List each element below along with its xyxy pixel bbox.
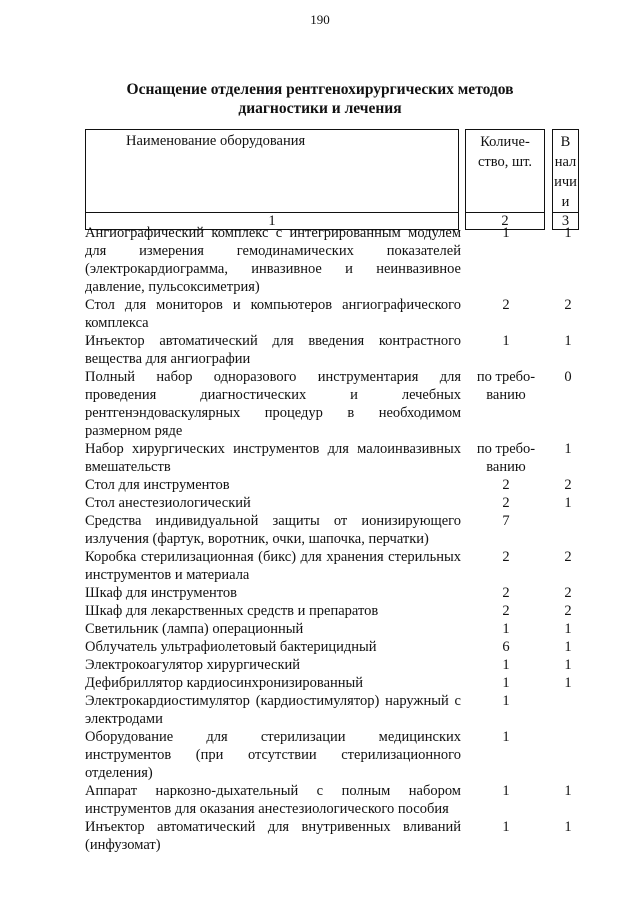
table-row <box>85 674 585 692</box>
title-line-2: диагностики и лечения <box>238 100 402 117</box>
row-name: Светильник (лампа) операционный <box>85 621 304 637</box>
table-row <box>85 296 585 332</box>
row-availability: 0 <box>564 369 572 385</box>
row-name: Электрокардиостимулятор (кардиостимулятор) наружный с электродами <box>85 693 461 727</box>
row-quantity: 2 <box>502 495 510 511</box>
row-availability <box>551 512 585 548</box>
header-availability-line-4: и <box>561 194 570 210</box>
row-availability: 1 <box>564 657 572 673</box>
column-number-3: 3 <box>553 213 579 230</box>
header-availability <box>553 130 579 213</box>
header-quantity-line-2: ство, шт. <box>477 154 533 170</box>
row-quantity: 1 <box>502 333 510 349</box>
page-number: 190 <box>310 12 330 27</box>
row-availability: 1 <box>564 639 572 655</box>
row-availability <box>551 692 585 728</box>
table-row <box>85 602 585 620</box>
equipment-list <box>85 224 585 854</box>
row-name: Полный набор одноразового инструментария для проведения диагностических и лечебных рентгенэндоваскулярных процедур в необходимом размерном ряде <box>85 369 461 439</box>
table-row <box>85 368 585 440</box>
table-row <box>85 638 585 656</box>
row-availability: 2 <box>564 585 572 601</box>
table-row <box>85 548 585 584</box>
row-name: Набор хирургических инструментов для малоинвазивных вмешательств <box>85 441 461 475</box>
row-availability: 1 <box>564 495 572 511</box>
header-availability-line-2: нал <box>554 154 577 170</box>
row-name: Электрокоагулятор хирургический <box>85 657 301 673</box>
row-availability: 1 <box>564 441 572 457</box>
row-name: Стол анестезиологический <box>85 495 251 511</box>
row-name: Оборудование для стерилизации медицинских инструментов (при отсутствии стерилизационного отделения) <box>85 729 461 781</box>
row-quantity: 6 <box>502 639 510 655</box>
row-quantity: 2 <box>502 585 510 601</box>
header-name: Наименование оборудования <box>86 130 459 213</box>
row-quantity: 1 <box>502 819 510 835</box>
row-quantity: по требо- ванию <box>476 369 536 403</box>
row-name: Стол для инструментов <box>85 477 230 493</box>
row-name: Облучатель ультрафиолетовый бактерицидный <box>85 639 377 655</box>
table-row <box>85 584 585 602</box>
row-name: Средства индивидуальной защиты от ионизирующего излучения (фартук, воротник, очки, шапочка, перчатки) <box>85 513 461 547</box>
row-quantity: 2 <box>502 549 510 565</box>
equipment-table-header <box>85 129 579 230</box>
row-quantity: 1 <box>502 783 510 799</box>
row-availability: 2 <box>564 603 572 619</box>
table-row <box>85 332 585 368</box>
row-availability: 2 <box>564 297 572 313</box>
row-name: Инъектор автоматический для введения контрастного вещества для ангиографии <box>85 333 461 367</box>
row-quantity: 1 <box>502 675 510 691</box>
row-availability: 1 <box>564 783 572 799</box>
table-row <box>85 620 585 638</box>
table-row <box>85 494 585 512</box>
header-availability-line-1: В <box>560 134 571 150</box>
row-name: Шкаф для инструментов <box>85 585 238 601</box>
row-quantity: 1 <box>502 693 510 709</box>
table-row <box>85 728 585 782</box>
row-name: Шкаф для лекарственных средств и препаратов <box>85 603 379 619</box>
row-name: Ангиографический комплекс с интегрированным модулем для измерения гемодинамических показателей (электрокардиограмма, инвазивное и неинвазивное давление, пульсоксиметрия) <box>85 225 461 295</box>
row-name: Стол для мониторов и компьютеров ангиографического комплекса <box>85 297 461 331</box>
row-name: Дефибриллятор кардиосинхронизированный <box>85 675 364 691</box>
row-quantity: 1 <box>502 729 510 745</box>
row-quantity: 2 <box>502 603 510 619</box>
row-name: Инъектор автоматический для внутривенных вливаний (инфузомат) <box>85 819 461 853</box>
row-quantity: 1 <box>502 621 510 637</box>
row-availability: 1 <box>564 333 572 349</box>
table-row <box>85 692 585 728</box>
row-availability: 1 <box>564 225 572 241</box>
column-number-1: 1 <box>86 213 459 230</box>
row-availability: 2 <box>564 549 572 565</box>
row-availability: 1 <box>564 819 572 835</box>
table-row <box>85 782 585 818</box>
header-quantity-line-1: Количе- <box>480 134 530 150</box>
row-name: Коробка стерилизационная (бикс) для хранения стерильных инструментов и материала <box>85 549 461 583</box>
row-quantity: 1 <box>502 657 510 673</box>
column-number-2: 2 <box>466 213 545 230</box>
table-row <box>85 656 585 674</box>
row-name: Аппарат наркозно-дыхательный с полным набором инструментов для оказания анестезиологического пособия <box>85 783 461 817</box>
table-row <box>85 440 585 476</box>
row-availability: 2 <box>564 477 572 493</box>
row-quantity: 7 <box>502 513 510 529</box>
table-row <box>85 224 585 296</box>
document-title <box>0 80 640 118</box>
header-availability-line-3: ичи <box>554 174 577 190</box>
row-quantity: по требо- ванию <box>476 441 536 475</box>
row-availability <box>551 728 585 782</box>
row-quantity: 1 <box>502 225 510 241</box>
table-row <box>85 476 585 494</box>
title-line-1: Оснащение отделения рентгенохирургических методов <box>126 81 514 98</box>
table-row <box>85 818 585 854</box>
table-row <box>85 512 585 548</box>
row-quantity: 2 <box>502 297 510 313</box>
row-availability: 1 <box>564 675 572 691</box>
row-availability: 1 <box>564 621 572 637</box>
row-quantity: 2 <box>502 477 510 493</box>
header-quantity <box>466 130 545 213</box>
